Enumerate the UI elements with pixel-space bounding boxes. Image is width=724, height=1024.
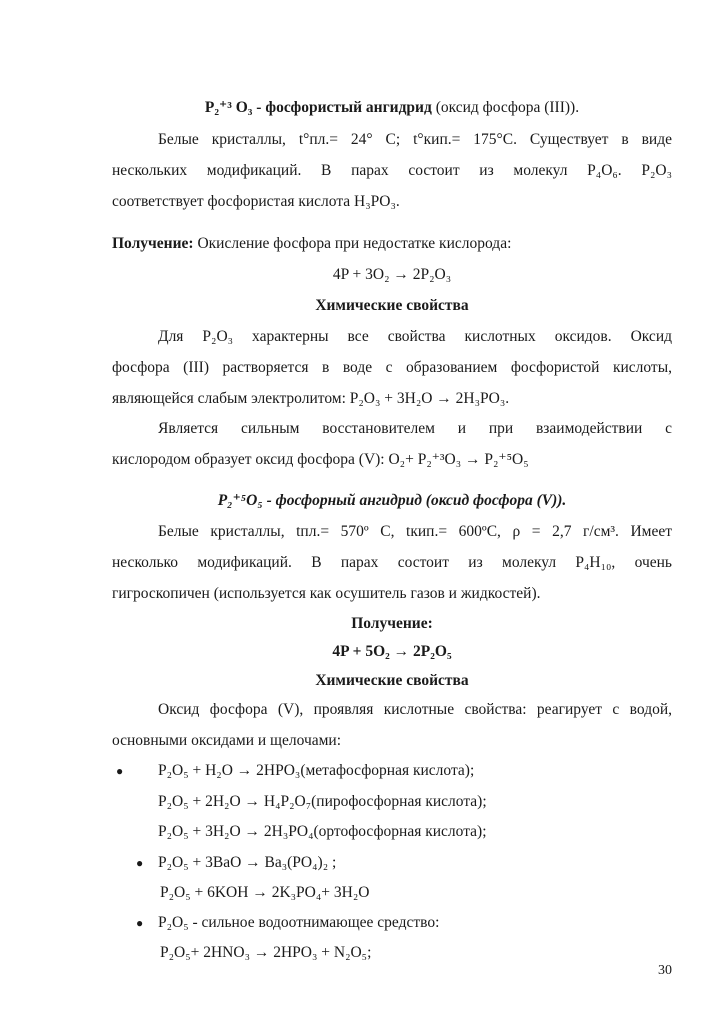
- s1-para1-line1: Белые кристаллы, t°пл.= 24° С; t°кип.= 175°С. Существует в виде: [158, 131, 672, 148]
- s2-para2-line1: Оксид фосфора (V), проявляя кислотные свойства: реагирует с водой,: [158, 701, 672, 718]
- bullet-icon: ●: [136, 916, 144, 930]
- list1-item: P₂O₅ + H₂O → 2HPO₃(метафосфорная кислота);: [158, 762, 475, 779]
- s1-para3-line1: Является сильным восстановителем и при взаимодействии с: [158, 420, 672, 437]
- list2-item: P₂O₅ + 3BaO → Ba₃(PO₄)₂ ;: [158, 854, 337, 871]
- s1-reaction: 4P + 3O₂ → 2P₂O₃: [332, 266, 452, 283]
- s2-obtaining-label: Получение:: [351, 615, 433, 632]
- list1-item: P₂O₅ + 2H₂O → H₄P₂O₇(пирофосфорная кислота);: [158, 793, 487, 810]
- s1-chem-heading: Химические свойства: [315, 297, 469, 314]
- s1-obtaining-label: Получение:: [112, 235, 194, 252]
- list3-item: P₂O₅ - сильное водоотнимающее средство:: [158, 914, 440, 931]
- s1-para3-line2: кислородом образует оксид фосфора (V): O₂+ P₂⁺³O₃ → P₂⁺⁵O₅: [112, 451, 529, 468]
- s1-para1-line3: соответствует фосфористая кислота H₃PO₃.: [112, 193, 400, 210]
- page-number: 30: [658, 963, 672, 978]
- section1-heading-note: (оксид фосфора (III)).: [431, 99, 580, 116]
- section2-heading: P₂⁺⁵O₅ - фосфорный ангидрид (оксид фосфора (V)).: [217, 492, 567, 509]
- s2-para1-line1: Белые кристаллы, tпл.= 570º С, tкип.= 600ºС, ρ = 2,7 г/см³. Имеет: [158, 523, 672, 540]
- section1-heading-title: P₂⁺³ O₃ - фосфористый ангидрид: [204, 99, 432, 116]
- bullet-icon: ●: [116, 764, 124, 778]
- s2-para1-line2: несколько модификаций. В парах состоит из молекул P₄H₁₀, очень: [112, 554, 672, 571]
- s1-obtaining-text: Окисление фосфора при недостатке кислорода:: [193, 235, 512, 252]
- s1-para2-line2: фосфора (III) растворяется в воде с образованием фосфористой кислоты,: [112, 359, 672, 376]
- s1-para1-line2: нескольких модификаций. В парах состоит из молекул P₄O₆. P₂O₃: [112, 162, 672, 179]
- bullet-icon: ●: [136, 856, 144, 870]
- s2-reaction: 4P + 5O₂ → 2P₂O₅: [332, 643, 452, 660]
- list3-item: P₂O₅+ 2HNO₃ → 2HPO₃ + N₂O₅;: [160, 944, 372, 961]
- section1-heading: [112, 98, 672, 118]
- s1-para2-line1: Для P₂O₃ характерны все свойства кислотных оксидов. Оксид: [158, 328, 672, 345]
- s1-para2-line3: являющейся слабым электролитом: P₂O₃ + 3H₂O → 2H₃PO₃.: [112, 390, 510, 407]
- s2-chem-heading: Химические свойства: [315, 672, 469, 689]
- s1-obtaining: [112, 234, 672, 254]
- s2-para1-line3: гигроскопичен (используется как осушитель газов и жидкостей).: [112, 585, 541, 602]
- s2-para2-line2: основными оксидами и щелочами:: [112, 732, 342, 749]
- list2-item: P₂O₅ + 6KOH → 2K₃PO₄+ 3H₂O: [160, 884, 370, 901]
- list1-item: P₂O₅ + 3H₂O → 2H₃PO₄(ортофосфорная кислота);: [158, 823, 487, 840]
